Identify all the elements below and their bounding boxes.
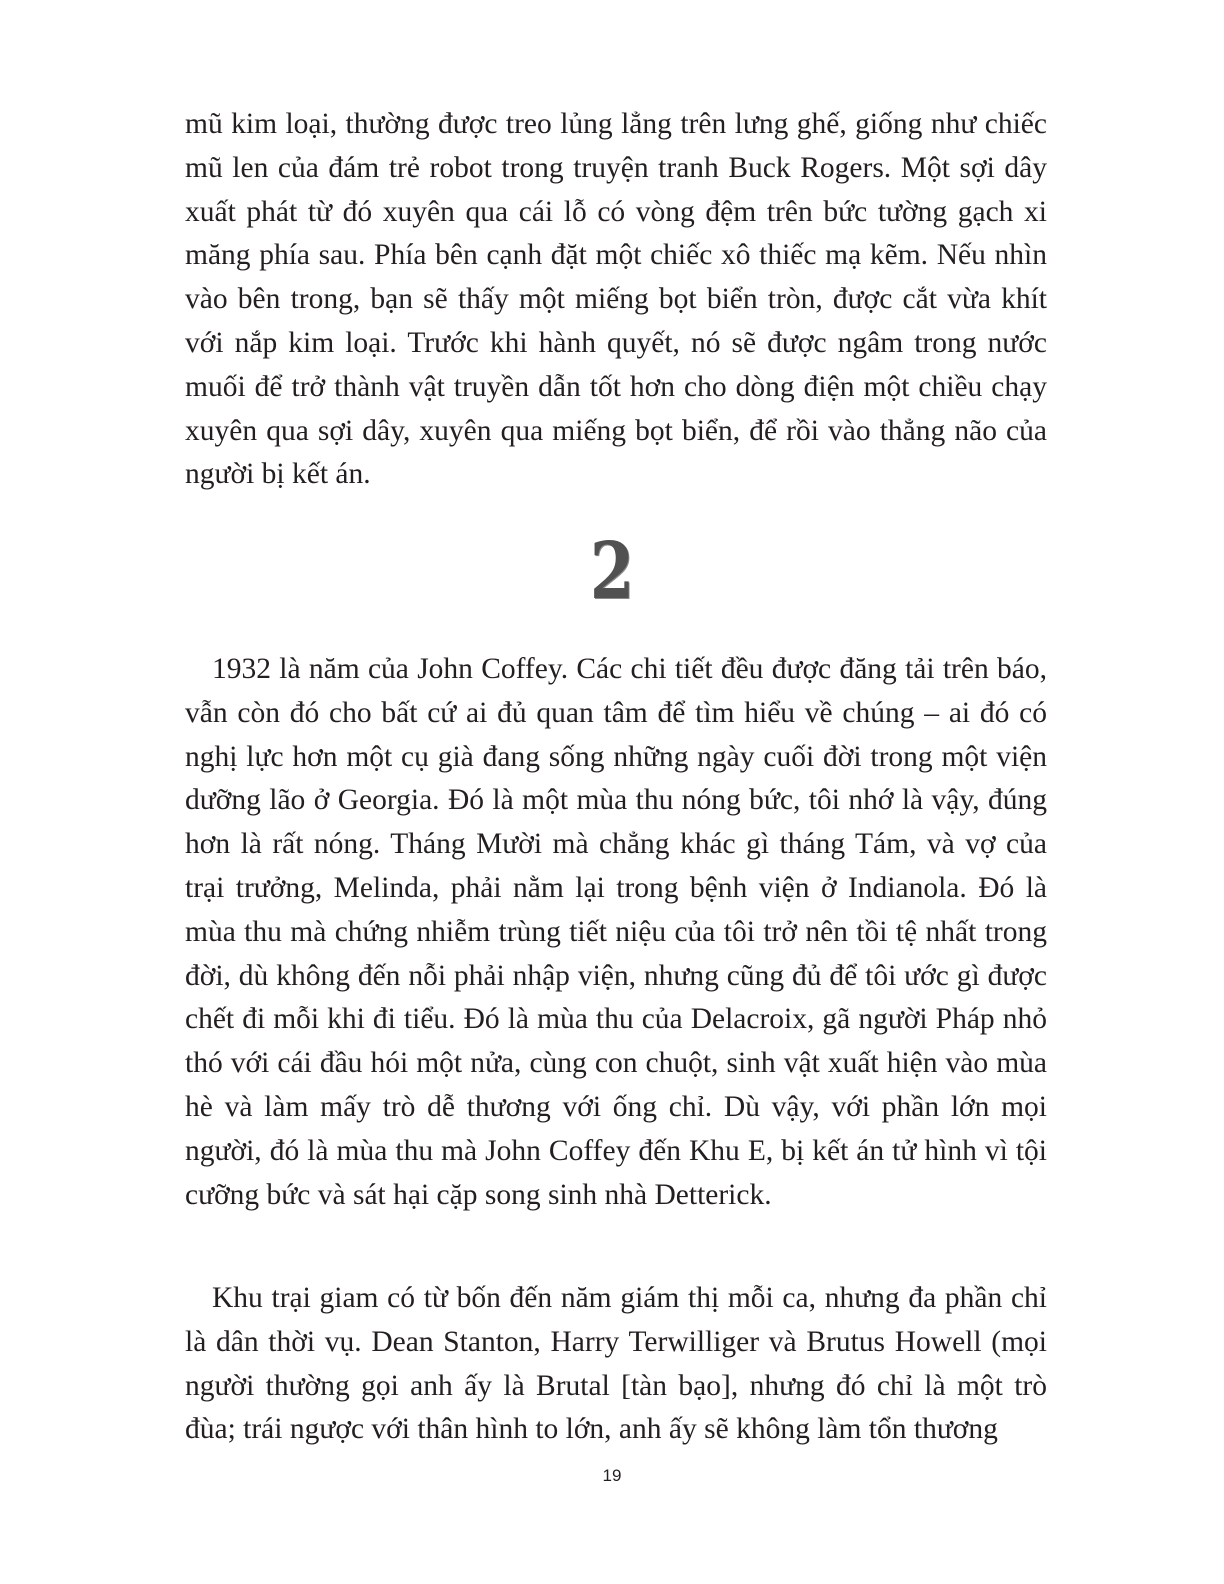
chapter-number-text: 2 bbox=[589, 526, 635, 617]
paragraph-text: Khu trại giam có từ bốn đến năm giám thị mỗi ca, nhưng đa phần chỉ là dân thời vụ. Dean Stanton, Harry Terwilliger và Brutus Howell (mọi người thường gọi anh ấy là Brutal [tàn bạo], nhưng đó chỉ là một trò đùa; trái ngược với thân hình to lớn, anh ấy sẽ không làm tổn thương bbox=[185, 1282, 1047, 1446]
paragraph-chapter-open bbox=[185, 648, 1047, 1217]
paragraph-text: 1932 là năm của John Coffey. Các chi tiết đều được đăng tải trên báo, vẫn còn đó cho bất cứ ai đủ quan tâm để tìm hiểu về chúng – ai đó có nghị lực hơn một cụ già đang sống những ngày cuối đời trong một viện dưỡng lão ở Georgia. Đó là một mùa thu nóng bức, tôi nhớ là vậy, đúng hơn là rất nóng. Tháng Mười mà chẳng khác gì tháng Tám, và vợ của trại trưởng, Melinda, phải nằm lại trong bệnh viện ở Indianola. Đó là mùa thu mà chứng nhiễm trùng tiết niệu của tôi trở nên tồi tệ nhất trong đời, dù không đến nỗi phải nhập viện, nhưng cũng đủ để tôi ước gì được chết đi mỗi khi đi tiểu. Đó là mùa thu của Delacroix, gã người Pháp nhỏ thó với cái đầu hói một nửa, cùng con chuột, sinh vật xuất hiện vào mùa hè và làm mấy trò dễ thương với ống chỉ. Dù vậy, với phần lớn mọi người, đó là mùa thu mà John Coffey đến Khu E, bị kết án tử hình vì tội cưỡng bức và sát hại cặp song sinh nhà Detterick. bbox=[185, 653, 1047, 1211]
paragraph-continuation bbox=[185, 103, 1047, 497]
page-number: 19 bbox=[602, 1466, 622, 1485]
chapter-number bbox=[0, 527, 1224, 617]
paragraph-guards bbox=[185, 1277, 1047, 1452]
paragraph-text: mũ kim loại, thường được treo lủng lẳng trên lưng ghế, giống như chiếc mũ len của đám trẻ robot trong truyện tranh Buck Rogers. Một sợi dây xuất phát từ đó xuyên qua cái lỗ có vòng đệm trên bức tường gạch xi măng phía sau. Phía bên cạnh đặt một chiếc xô thiếc mạ kẽm. Nếu nhìn vào bên trong, bạn sẽ thấy một miếng bọt biển tròn, được cắt vừa khít với nắp kim loại. Trước khi hành quyết, nó sẽ được ngâm trong nước muối để trở thành vật truyền dẫn tốt hơn cho dòng điện một chiều chạy xuyên qua sợi dây, xuyên qua miếng bọt biển, để rồi vào thẳng não của người bị kết án. bbox=[185, 108, 1047, 491]
